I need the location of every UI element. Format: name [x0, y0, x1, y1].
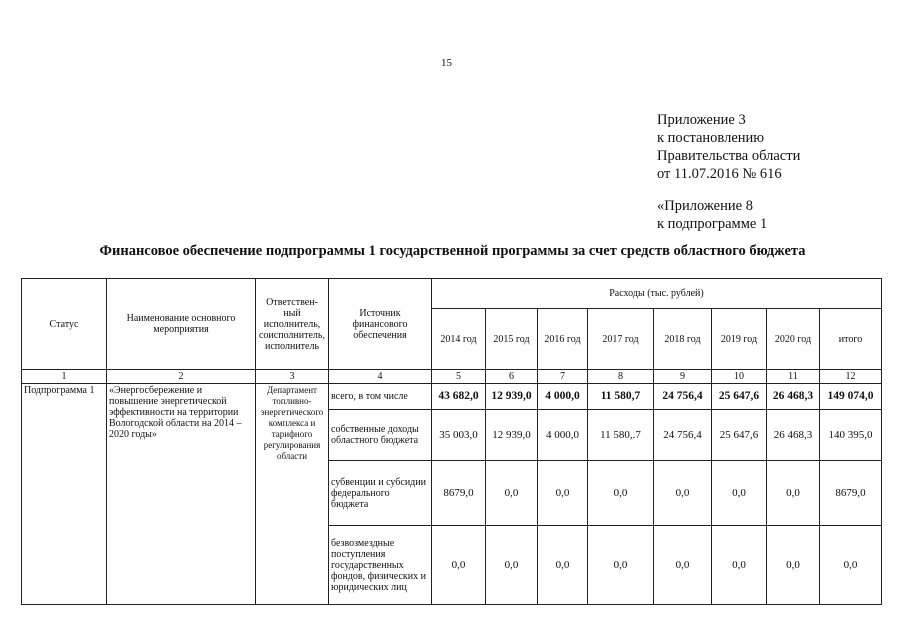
value-cell: 8679,0	[432, 461, 486, 526]
header-year: 2018 год	[654, 309, 712, 370]
appendix-line: к постановлению	[657, 130, 765, 146]
column-number: 8	[588, 370, 654, 384]
column-number: 5	[432, 370, 486, 384]
financing-table	[21, 278, 882, 605]
value-cell: 11 580,7	[588, 384, 654, 410]
value-cell: 0,0	[588, 461, 654, 526]
value-cell: 25 647,6	[712, 410, 767, 461]
column-number: 10	[712, 370, 767, 384]
page-number: 15	[441, 57, 452, 69]
value-cell: 12 939,0	[486, 384, 538, 410]
header-name: Наименование основного мероприятия	[107, 279, 256, 370]
header-responsible: Ответствен-ный исполнитель, соисполнитель, исполнитель	[256, 279, 329, 370]
source-cell: собственные доходы областного бюджета	[329, 410, 432, 461]
value-cell: 4 000,0	[538, 384, 588, 410]
document-title: Финансовое обеспечение подпрограммы 1 государственной программы за счет средств областного бюджета	[99, 243, 806, 259]
appendix-header	[657, 111, 800, 233]
column-number: 3	[256, 370, 329, 384]
value-cell: 0,0	[767, 526, 820, 605]
value-cell: 26 468,3	[767, 410, 820, 461]
value-cell: 24 756,4	[654, 384, 712, 410]
value-cell: 0,0	[767, 461, 820, 526]
value-cell: 0,0	[486, 461, 538, 526]
header-expenses: Расходы (тыс. рублей)	[432, 279, 882, 309]
status-cell: Подпрограмма 1	[22, 384, 107, 605]
column-number: 4	[329, 370, 432, 384]
header-year: 2014 год	[432, 309, 486, 370]
column-number: 2	[107, 370, 256, 384]
header-status: Статус	[22, 279, 107, 370]
value-cell: 26 468,3	[767, 384, 820, 410]
responsible-cell: Департамент топливно-энергетического комплекса и тарифного регулирования области	[256, 384, 329, 605]
value-cell: 0,0	[588, 526, 654, 605]
value-cell: 11 580,.7	[588, 410, 654, 461]
total-cell: 149 074,0	[820, 384, 882, 410]
header-source: Источник финансового обеспечения	[329, 279, 432, 370]
column-number: 9	[654, 370, 712, 384]
header-year: 2020 год	[767, 309, 820, 370]
value-cell: 0,0	[654, 461, 712, 526]
header-year: 2019 год	[712, 309, 767, 370]
appendix-line: Правительства области	[657, 148, 801, 164]
value-cell: 0,0	[538, 526, 588, 605]
value-cell: 0,0	[712, 461, 767, 526]
source-cell: всего, в том числе	[329, 384, 432, 410]
value-cell: 12 939,0	[486, 410, 538, 461]
value-cell: 43 682,0	[432, 384, 486, 410]
appendix-line: «Приложение 8	[657, 198, 753, 214]
value-cell: 0,0	[712, 526, 767, 605]
appendix-line: от 11.07.2016 № 616	[657, 166, 782, 182]
appendix-line: Приложение 3	[657, 112, 746, 128]
source-cell: безвозмездные поступления государственных фондов, физических и юридических лиц	[329, 526, 432, 605]
total-cell: 0,0	[820, 526, 882, 605]
value-cell: 0,0	[432, 526, 486, 605]
column-number: 6	[486, 370, 538, 384]
header-year: 2016 год	[538, 309, 588, 370]
value-cell: 0,0	[654, 526, 712, 605]
value-cell: 25 647,6	[712, 384, 767, 410]
measure-name-cell: «Энергосбережение и повышение энергетической эффективности на территории Вологодской области на 2014 – 2020 годы»	[107, 384, 256, 605]
value-cell: 35 003,0	[432, 410, 486, 461]
column-number: 1	[22, 370, 107, 384]
value-cell: 4 000,0	[538, 410, 588, 461]
column-number: 11	[767, 370, 820, 384]
appendix-line: к подпрограмме 1	[657, 216, 768, 232]
value-cell: 0,0	[486, 526, 538, 605]
source-cell: субвенции и субсидии федерального бюджета	[329, 461, 432, 526]
total-cell: 8679,0	[820, 461, 882, 526]
column-number: 12	[820, 370, 882, 384]
value-cell: 24 756,4	[654, 410, 712, 461]
total-cell: 140 395,0	[820, 410, 882, 461]
value-cell: 0,0	[538, 461, 588, 526]
header-total: итого	[820, 309, 882, 370]
header-year: 2017 год	[588, 309, 654, 370]
header-year: 2015 год	[486, 309, 538, 370]
column-number: 7	[538, 370, 588, 384]
